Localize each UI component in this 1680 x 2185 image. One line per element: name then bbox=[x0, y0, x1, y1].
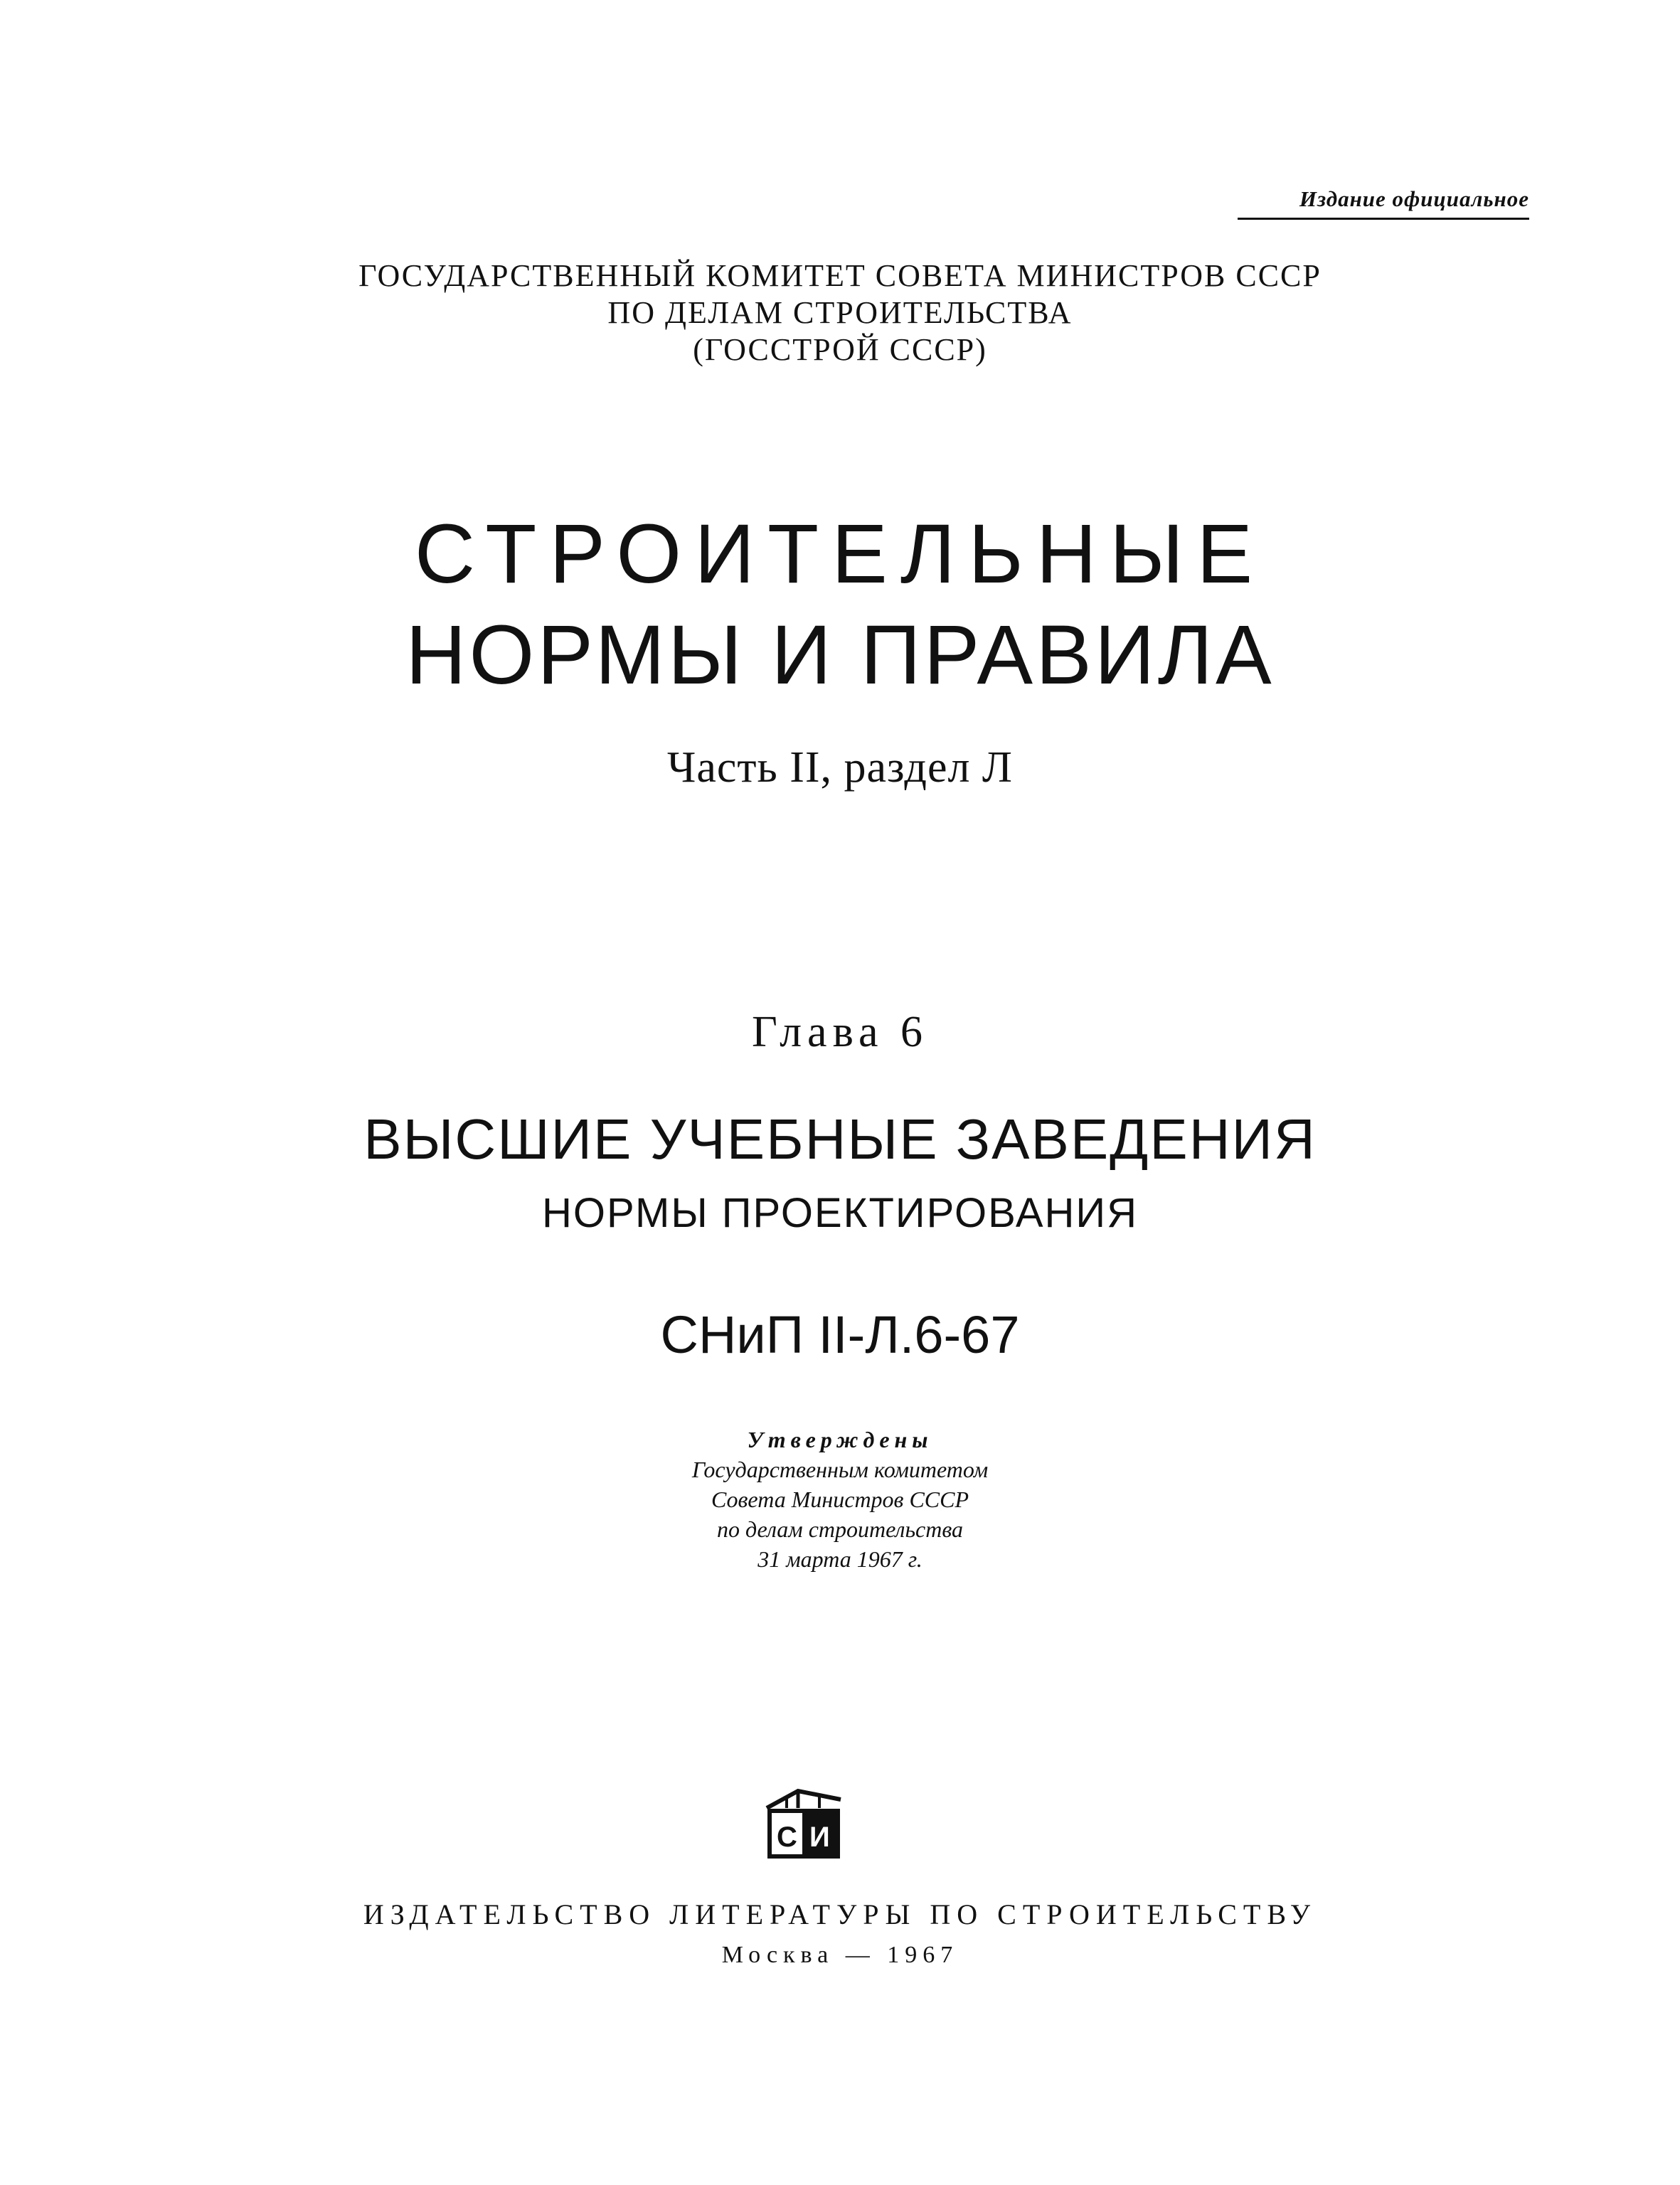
title-line-2: НОРМЫ И ПРАВИЛА bbox=[405, 608, 1275, 702]
subject-title: ВЫСШИЕ УЧЕБНЫЕ ЗАВЕДЕНИЯ bbox=[363, 1107, 1317, 1171]
code-label: СНиП II-Л.6-67 bbox=[660, 1305, 1020, 1364]
chapter-label: Глава 6 bbox=[751, 1008, 929, 1056]
committee-line-2: ПО ДЕЛАМ СТРОИТЕЛЬСТВА bbox=[607, 295, 1073, 330]
committee-line-1: ГОСУДАРСТВЕННЫЙ КОМИТЕТ СОВЕТА МИНИСТРОВ СССР bbox=[358, 258, 1322, 293]
approved-line-2: Государственным комитетом bbox=[691, 1457, 989, 1482]
committee-line-3: (ГОССТРОЙ СССР) bbox=[693, 332, 987, 367]
edition-mark: Издание официальное bbox=[1238, 186, 1529, 220]
approved-line-3: Совета Министров СССР bbox=[711, 1487, 969, 1512]
approved-line-5: 31 марта 1967 г. bbox=[757, 1546, 923, 1572]
publisher-logo-icon bbox=[761, 1784, 846, 1862]
publisher-name: ИЗДАТЕЛЬСТВО ЛИТЕРАТУРЫ ПО СТРОИТЕЛЬСТВУ bbox=[363, 1898, 1317, 1930]
approved-line-1: Утверждены bbox=[747, 1427, 933, 1452]
part-label: Часть II, раздел Л bbox=[667, 743, 1013, 792]
norms-subtitle: НОРМЫ ПРОЕКТИРОВАНИЯ bbox=[541, 1190, 1139, 1236]
title-line-1: СТРОИТЕЛЬНЫЕ bbox=[414, 507, 1266, 601]
approved-line-4: по делам строительства bbox=[716, 1516, 964, 1542]
city-year: Москва — 1967 bbox=[721, 1942, 959, 1968]
logo-letter-s: С bbox=[777, 1822, 797, 1853]
logo-letter-i: И bbox=[809, 1822, 830, 1853]
